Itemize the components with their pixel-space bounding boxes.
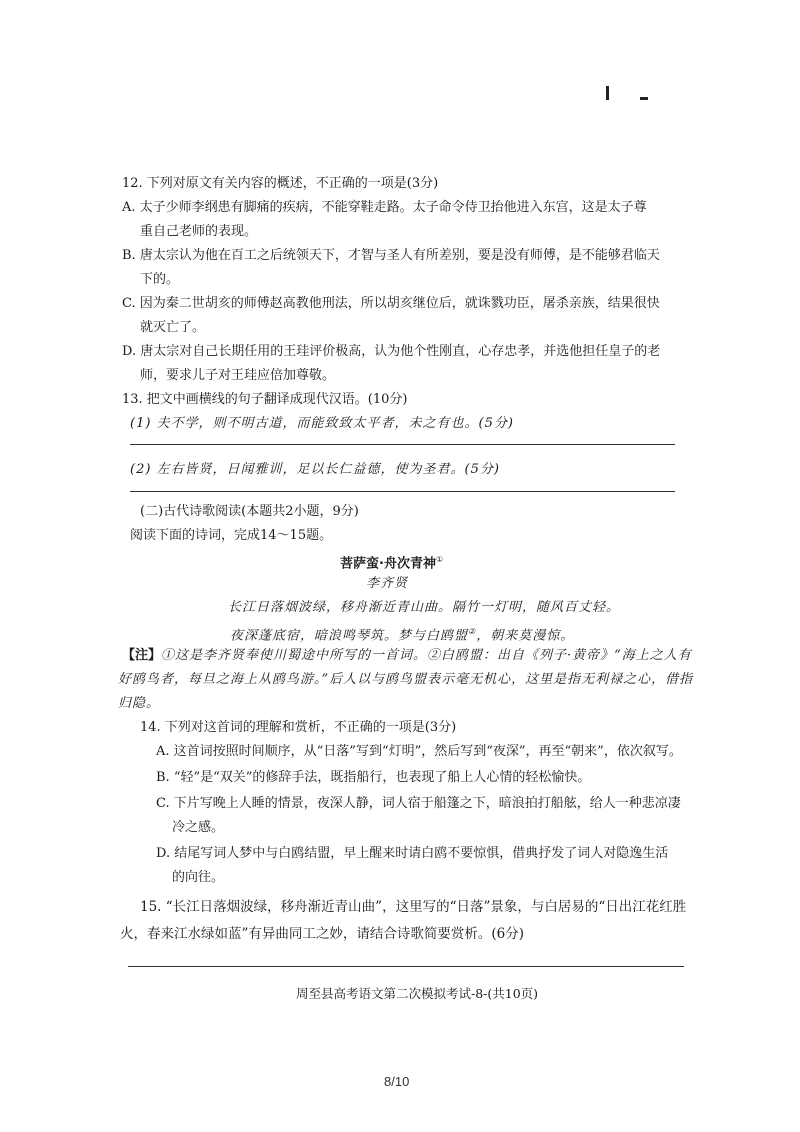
poem-title [340, 550, 443, 574]
page-footer: 周至县高考语文第二次模拟考试-8-(共10页) [296, 986, 539, 1001]
q14-stem: 14. 下列对这首词的理解和赏析，不正确的一项是(3分) [140, 720, 457, 735]
poem-line-2-b: ，朝来莫漫惊。 [476, 628, 575, 644]
scan-mark [606, 86, 609, 100]
q12-option-d-cont: 师，要求儿子对王珪应倍加尊敬。 [140, 368, 336, 383]
q12-option-a: A. 太子少师李纲患有脚痛的疾病，不能穿鞋走路。太子命令侍卫抬他进入东宫，这是太子尊 [122, 200, 647, 215]
q13-stem: 13. 把文中画横线的句子翻译成现代汉语。(10分) [122, 392, 408, 407]
q13-sentence-2: (2) 左右皆贤，日闻雅训，足以长仁益德，使为圣君。(5分) [130, 462, 500, 477]
section-intro: 阅读下面的诗词，完成14～15题。 [130, 528, 333, 543]
poem-line-1: 长江日落烟波绿，移舟渐近青山曲。隔竹一灯明，随风百丈轻。 [228, 600, 621, 615]
poem-line-2-a: 夜深蓬底宿，暗浪鸣琴筑。梦与白鸥盟 [230, 628, 469, 644]
page-indicator: 8/10 [384, 1074, 410, 1089]
q14-option-d: D. 结尾写词人梦中与白鸥结盟，早上醒来时请白鸥不要惊惧，借典抒发了词人对隐逸生活 [156, 846, 669, 861]
q14-option-b: B. “轻”是“双关”的修辞手法，既指船行，也表现了船上人心情的轻松愉快。 [156, 770, 591, 785]
q12-option-c-cont: 就灭亡了。 [140, 320, 206, 335]
scan-mark [640, 97, 648, 100]
q14-option-c-cont: 冷之感。 [172, 820, 225, 835]
q14-option-a: A. 这首词按照时间顺序，从“日落”写到“灯明”，然后写到“夜深”，再至“朝来”，依次叙写。 [156, 744, 682, 759]
q12-option-a-cont: 重自己老师的表现。 [140, 224, 258, 239]
notes-line-3: 归隐。 [118, 696, 161, 711]
poem-author: 李齐贤 [366, 576, 409, 591]
q12-option-d: D. 唐太宗对自己长期任用的王珪评价极高，认为他个性刚直，心存忠孝，并选他担任皇子的老 [122, 344, 661, 359]
q12-stem: 12. 下列对原文有关内容的概述，不正确的一项是(3分) [122, 176, 439, 191]
poem-line-2-note: ② [468, 627, 477, 636]
notes-label: 【注】 [122, 648, 162, 663]
notes-text-1: ①这是李齐贤奉使川蜀途中所写的一首词。②白鸥盟：出自《列子·黄帝》“海上之人有 [161, 648, 692, 663]
q15-stem: 15. “长江日落烟波绿，移舟渐近青山曲”，这里写的“日落”景象，与白居易的“日出江花红胜 [140, 899, 687, 915]
q12-option-b-cont: 下的。 [140, 272, 180, 287]
q14-option-d-cont: 的向往。 [172, 870, 225, 885]
notes-line-1 [122, 646, 692, 666]
q14-option-c: C. 下片写晚上人睡的情景，夜深人静，词人宿于船篷之下，暗浪拍打船舷，给人一种悲凉凄 [156, 796, 681, 811]
footer-divider [128, 966, 684, 967]
notes-line-2: 好鸥鸟者，每旦之海上从鸥鸟游。”后人以与鸥鸟盟表示毫无机心，这里是指无利禄之心，借指 [118, 672, 694, 687]
poem-line-2 [230, 622, 574, 646]
q12-option-c: C. 因为秦二世胡亥的师傅赵高教他刑法，所以胡亥继位后，就诛戮功臣，屠杀亲族，结果很快 [122, 296, 660, 311]
answer-line [130, 444, 675, 445]
q13-sentence-1: (1) 夫不学，则不明古道，而能致致太平者，未之有也。(5分) [130, 416, 514, 431]
poem-title-text: 菩萨蛮·舟次青神 [340, 556, 436, 572]
answer-line [130, 491, 675, 492]
q15-stem-cont: 火，春来江水绿如蓝”有异曲同工之妙，请结合诗歌简要赏析。(6分) [120, 926, 525, 942]
q12-option-b: B. 唐太宗认为他在百工之后统领天下，才智与圣人有所差别，要是没有师傅，是不能够君临天 [122, 248, 660, 263]
poem-title-note: ① [435, 555, 444, 564]
section-heading: (二)古代诗歌阅读(本题共2小题，9分) [140, 504, 359, 519]
